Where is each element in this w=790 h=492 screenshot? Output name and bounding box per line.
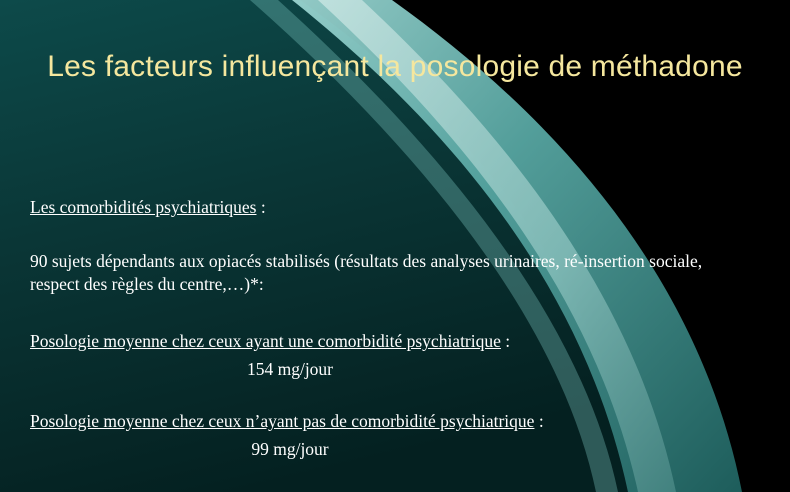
dosage-with-comorbidity-label	[30, 330, 750, 353]
section-heading-text: Les comorbidités psychiatriques	[30, 197, 257, 217]
dosage-with-comorbidity-suffix: :	[500, 331, 511, 351]
dosage-with-comorbidity-value: 154 mg/jour	[246, 359, 334, 379]
study-description-paragraph: 90 sujets dépendants aux opiacés stabilisés (résultats des analyses urinaires, ré-insertion sociale, respect des règles du centre,…)*:	[30, 251, 703, 294]
dosage-without-comorbidity-value: 99 mg/jour	[251, 439, 329, 459]
dosage-without-comorbidity-label	[30, 410, 750, 433]
page-title: Les facteurs influençant la posologie de méthadone	[47, 50, 743, 83]
dosage-with-comorbidity-text: Posologie moyenne chez ceux ayant une comorbidité psychiatrique	[30, 331, 501, 351]
section-heading	[30, 196, 750, 219]
dosage-without-comorbidity-suffix: :	[534, 411, 544, 431]
section-heading-suffix: :	[256, 197, 266, 217]
dosage-without-comorbidity-text: Posologie moyenne chez ceux n’ayant pas de comorbidité psychiatrique	[30, 411, 535, 431]
